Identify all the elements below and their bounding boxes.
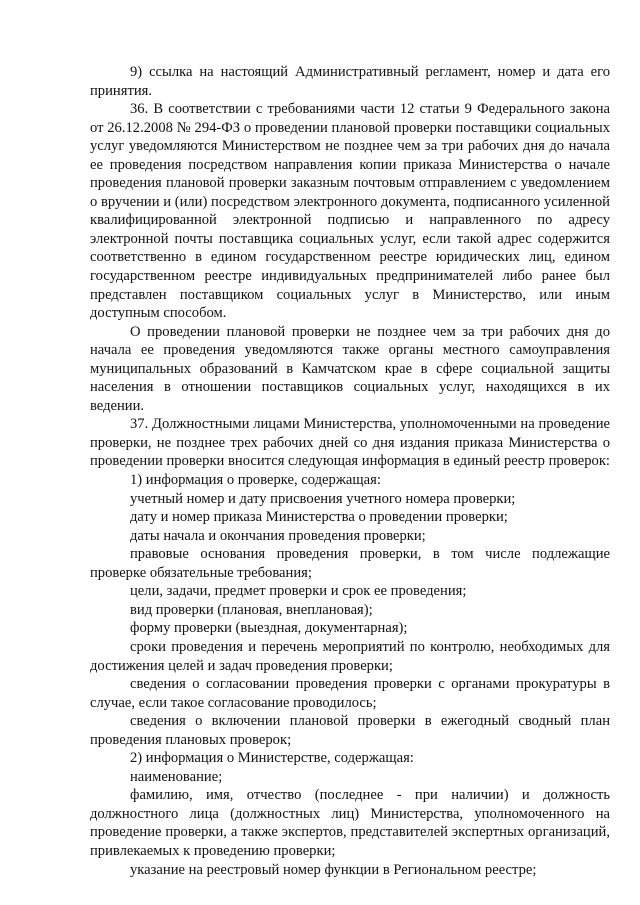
list-item: учетный номер и дату присвоения учетного номера проверки;: [130, 490, 516, 507]
list-item: правовые основания проведения проверки, в том числе подлежащие проверке обязательные требования;: [90, 546, 610, 581]
list-item: вид проверки (плановая, внеплановая);: [130, 601, 373, 618]
list-item: сроки проведения и перечень мероприятий по контролю, необходимых для достижения целей и задач проведения проверки;: [90, 638, 610, 674]
list-item: сведения о согласовании проведения проверки с органами прокуратуры в случае, если такое согласование проводилось;: [90, 676, 610, 711]
list-heading-ministry-info: 2) информация о Министерстве, содержащая:: [130, 750, 414, 767]
list-heading-inspection-info: 1) информация о проверке, содержащая:: [130, 472, 381, 489]
paragraph-36: 36. В соответствии с требованиями части 12 статьи 9 Федерального закона от 26.12.2008 № 294-ФЗ о проведении плановой проверки поставщики социальных услуг уведомляются Министерством не позднее чем за три рабочих дня до начала ее проведения посредством направления копии приказа Министерства о начале проведения плановой проверки заказным почтовым отправлением с уведомлением о вручении и (или) посредством электронного документа, подписанного усиленной квалифицированной электронной подписью и направленного по адресу электронной почты поставщика социальных услуг, если такой адрес содержится соответственно в едином государственном реестре юридических лиц, едином государственном реестре индивидуальных предпринимателей либо ранее был представлен поставщиком социальных услуг в Министерство, или иным доступным способом.: [90, 101, 610, 322]
list-item: фамилию, имя, отчество (последнее - при наличии) и должность должностного лица (должностных лиц) Министерства, уполномоченного на проведение проверки, а также экспертов, представителей экспертных организаций, привлекаемых к проведению проверки;: [90, 787, 610, 859]
paragraph-local-notification: О проведении плановой проверки не позднее чем за три рабочих дня до начала ее проведения уведомляются также органы местного самоуправления муниципальных образований в Камчатском крае в сфере социальной защиты населения в отношении поставщиков социальных услуг, находящихся в их ведении.: [90, 323, 610, 414]
list-item: дату и номер приказа Министерства о проведении проверки;: [130, 509, 508, 526]
list-item: цели, задачи, предмет проверки и срок ее проведения;: [130, 583, 467, 600]
list-item: указание на реестровый номер функции в Региональном реестре;: [130, 861, 537, 878]
list-item: даты начала и окончания проведения проверки;: [130, 527, 426, 544]
list-item: сведения о включении плановой проверки в ежегодный сводный план проведения плановых проверок;: [90, 713, 610, 748]
list-item: форму проверки (выездная, документарная);: [130, 620, 408, 637]
list-item: наименование;: [130, 768, 223, 785]
paragraph-item-9: 9) ссылка на настоящий Административный регламент, номер и дата его принятия.: [90, 64, 610, 99]
paragraph-37: 37. Должностными лицами Министерства, уполномоченными на проведение проверки, не позднее трех рабочих дней со дня издания приказа Министерства о проведении проверки вносится следующая информация в единый реестр проверок:: [90, 416, 610, 470]
